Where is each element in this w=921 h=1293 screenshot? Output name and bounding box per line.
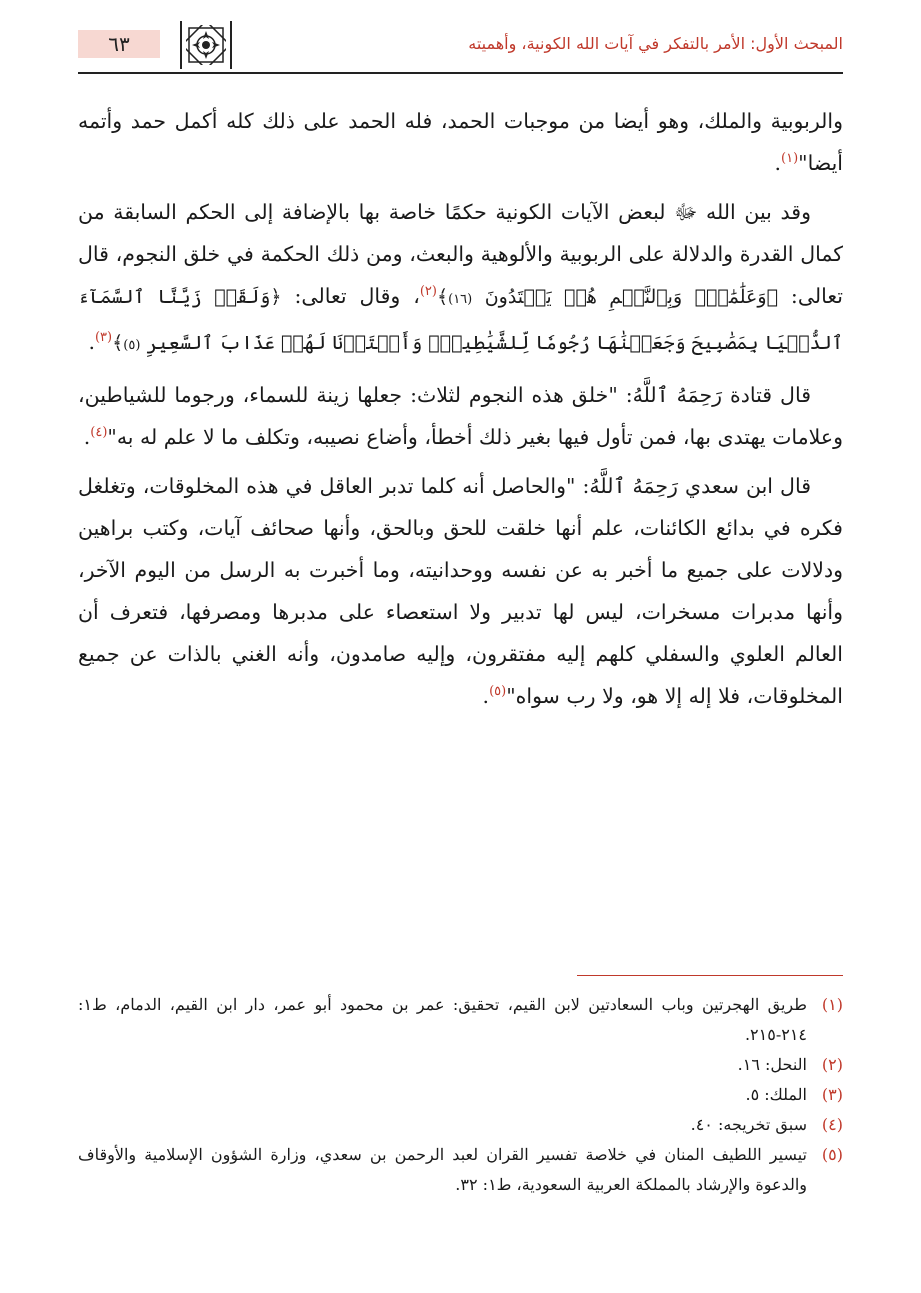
ornament-svg — [186, 25, 226, 65]
arabesque-ornament-icon — [180, 21, 232, 69]
verse-2-number: (٥) — [123, 338, 141, 353]
footnote-ref-5: (٥) — [489, 684, 507, 700]
footnote-4 — [78, 1110, 843, 1140]
verse-1-close: ﴾ — [436, 286, 449, 308]
footnote-ref-2: (٢) — [419, 284, 437, 300]
paragraph-2-intro: وقد بين الله ﷻ لبعض الآيات الكونية حكمًا خاصة بها بالإضافة إلى الحكم السابقة من كمال القدرة والدلالة على الربوبية والألوهية والبعث، ومن ذلك الحكمة في خلق النجوم، قال تعالى: — [78, 200, 843, 308]
paragraph-3-tail: . — [83, 425, 91, 449]
paragraph-4-tail: . — [482, 684, 490, 708]
footnote-ref-4: (٤) — [90, 425, 108, 441]
footnote-text: الملك: ٥. — [745, 1085, 807, 1104]
paragraph-2-tail: . — [88, 330, 95, 354]
main-text — [78, 100, 843, 724]
paragraph-1-text: والربوبية والملك، وهو أيضا من موجبات الحمد، فله الحمد على ذلك كله أكمل حمد وأتمه أيضا" — [78, 109, 843, 175]
paragraph-4-text: قال ابن سعدي رَحِمَهُ ٱللَّهُ: "والحاصل أنه كلما تدبر العاقل في هذه المخلوقات، وتغلغل فكره في بدائع الكائنات، علم أنها خلقت للحق وبالحق، وأنها صحائف آيات، وكتب براهين ودلالات على جميع ما أخبر به عن نفسه ووحدانيته، وما أخبرت به الرسل من اليوم الآخر، وأنها مدبرات مسخرات، ليس لها تدبير ولا استعصاء على مدبرها ومصرفها، فتعرف أن العالم العلوي والسفلي كلهم إليه مفتقرون، وإليه صامدون، وأنه الغني بالذات عن جميع المخلوقات، فلا إله إلا هو، ولا رب سواه" — [78, 474, 843, 708]
verse-2-text: ﴿وَلَقَدۡ زَيَّنَّا ٱلسَّمَآءَ ٱلدُّنۡيَا بِمَصَٰبِيحَ وَجَعَلۡنَٰهَا رُجُومٗا لِّلشَّيَٰطِينِۖ وَأَعۡتَدۡنَا لَهُمۡ عَذَابَ ٱلسَّعِيرِ — [78, 286, 843, 354]
footnote-number: (٣) — [821, 1085, 843, 1104]
quran-verse-1 — [437, 286, 778, 308]
footnote-text: سبق تخريجه: ٤٠. — [690, 1115, 807, 1134]
page-header — [78, 18, 843, 74]
paragraph-2 — [78, 191, 843, 367]
paragraph-1 — [78, 100, 843, 184]
footnote-2 — [78, 1050, 843, 1080]
paragraph-2-mid: ، وقال تعالى: — [294, 284, 420, 308]
footnote-ref-3: (٣) — [94, 330, 113, 346]
footnote-3 — [78, 1080, 843, 1110]
footnotes — [78, 990, 843, 1200]
verse-2-close: ﴾ — [112, 332, 124, 354]
footnote-number: (١) — [821, 995, 843, 1014]
verse-1-number: (١٦) — [448, 292, 473, 307]
paragraph-1-tail: . — [774, 151, 781, 175]
footnote-number: (٥) — [821, 1145, 843, 1164]
paragraph-3 — [78, 374, 843, 458]
paragraph-4 — [78, 465, 843, 717]
footnote-text: تيسير اللطيف المنان في خلاصة تفسير القران لعبد الرحمن بن سعدي، وزارة الشؤون الإسلامية والأوقاف والدعوة والإرشاد بالمملكة العربية السعودية، ط١: ٣٢. — [78, 1145, 807, 1194]
footnote-ref-1: (١) — [781, 151, 799, 167]
page-number: ٦٣ — [78, 30, 160, 58]
footnote-1 — [78, 990, 843, 1050]
footnote-number: (٤) — [821, 1115, 843, 1134]
footnote-text: طريق الهجرتين وباب السعادتين لابن القيم، تحقيق: عمر بن محمود أبو عمر، دار ابن القيم، الدمام، ط١: ٢١٤-٢١٥. — [78, 995, 807, 1044]
footnote-separator — [577, 975, 843, 976]
footnote-text: النحل: ١٦. — [737, 1055, 807, 1074]
footnote-5 — [78, 1140, 843, 1200]
paragraph-3-text: قال قتادة رَحِمَهُ ٱللَّهُ: "خلق هذه النجوم لثلاث: جعلها زينة للسماء، ورجوما للشياطين، وعلامات يهتدى بها، فمن تأول فيها بغير ذلك أخطأ، وأضاع نصيبه، وتكلف ما لا علم له به" — [78, 383, 843, 449]
footnote-number: (٢) — [821, 1055, 843, 1074]
chapter-title: المبحث الأول: الأمر بالتفكر في آيات الله الكونية، وأهميته — [468, 34, 843, 53]
verse-1-text: ﴿وَعَلَٰمَٰتٍۚ وَبِٱلنَّجۡمِ هُمۡ يَهۡتَدُونَ — [484, 286, 778, 308]
